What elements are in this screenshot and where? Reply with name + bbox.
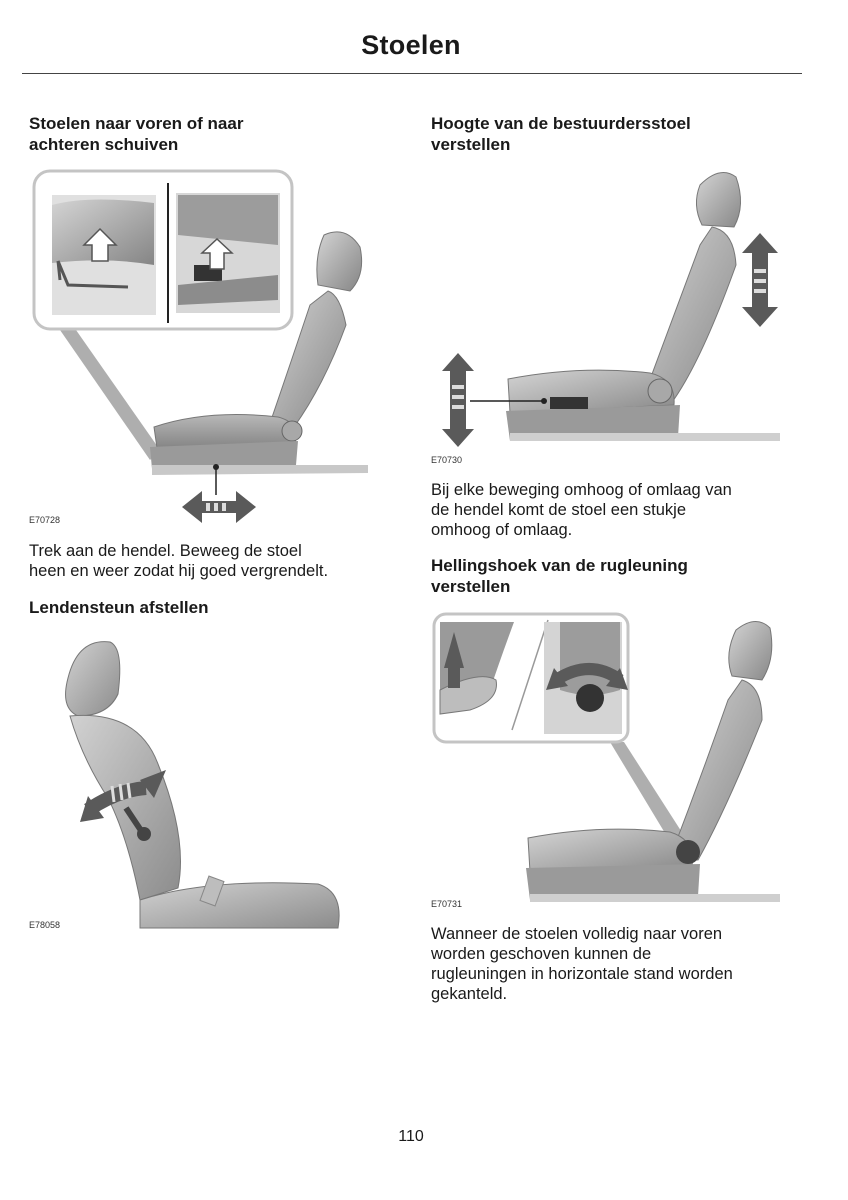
recline-text: Wanneer de stoelen volledig naar voren worden geschoven kunnen de rugleuningen in horizontale stand worden gekanteld. xyxy=(431,925,733,1003)
header-rule xyxy=(22,73,802,74)
page-title: Stoelen xyxy=(361,30,461,60)
double-arrow-icon xyxy=(742,233,778,327)
recline-illustration xyxy=(430,610,800,910)
seat-height-illustration xyxy=(430,165,800,455)
figure-code: E78058 xyxy=(29,920,61,930)
recline-heading: Hellingshoek van de rugleuning verstellen xyxy=(431,556,688,596)
figure-code: E70728 xyxy=(29,515,61,525)
figure-code: E70731 xyxy=(431,899,463,909)
seat-slide-illustration xyxy=(28,165,408,525)
double-arrow-icon xyxy=(442,353,474,447)
slide-text: Trek aan de hendel. Beweeg de stoel heen en weer zodat hij goed vergrendelt. xyxy=(29,542,329,580)
lumbar-illustration xyxy=(28,638,358,928)
height-text: Bij elke beweging omhoog of omlaag van de hendel komt de stoel een stukje omhoog of omlaag. xyxy=(431,481,732,539)
page-number: 110 xyxy=(398,1128,424,1145)
height-heading: Hoogte van de bestuurdersstoel verstellen xyxy=(431,114,691,154)
figure-code: E70730 xyxy=(431,455,463,465)
slide-heading: Stoelen naar voren of naar achteren schuiven xyxy=(29,114,244,154)
lumbar-heading: Lendensteun afstellen xyxy=(29,598,209,617)
double-arrow-icon xyxy=(182,491,256,523)
